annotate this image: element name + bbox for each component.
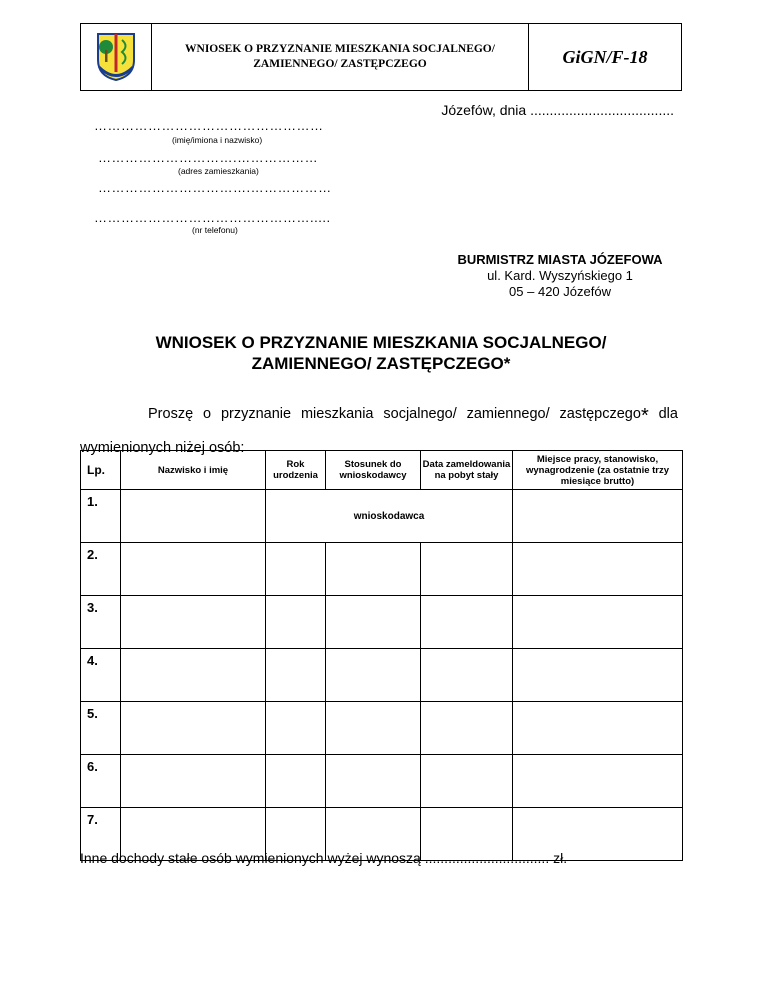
registration-date-cell[interactable] <box>421 702 513 755</box>
addressee-city: 05 – 420 Józefów <box>509 284 611 299</box>
row-number: 2. <box>81 543 121 596</box>
header-relation: Stosunek do wnioskodawcy <box>326 451 421 490</box>
row-number: 3. <box>81 596 121 649</box>
birth-year-cell[interactable] <box>266 755 326 808</box>
intro-word: mieszkania <box>300 406 374 422</box>
relation-cell[interactable] <box>326 543 421 596</box>
table-row <box>81 702 683 755</box>
table-header-row <box>81 451 683 490</box>
relation-cell[interactable] <box>326 702 421 755</box>
table-row <box>81 596 683 649</box>
birth-year-cell[interactable] <box>266 596 326 649</box>
addressee-title: BURMISTRZ MIASTA JÓZEFOWA <box>457 252 663 267</box>
row-number: 4. <box>81 649 121 702</box>
phone-field[interactable]: …………………………………………..... <box>94 210 331 225</box>
form-header <box>80 23 682 91</box>
document-title-line1: WNIOSEK O PRZYZNANIE MIESZKANIA SOCJALNEGO/ <box>155 333 607 352</box>
city-coat-of-arms-icon <box>96 32 136 82</box>
document-title-line2: ZAMIENNEGO/ ZASTĘPCZEGO* <box>251 354 511 373</box>
header-title-line1: WNIOSEK O PRZYZNANIE MIESZKANIA SOCJALNEGO/ <box>185 43 495 55</box>
birth-year-cell[interactable] <box>266 702 326 755</box>
row-number: 7. <box>81 808 121 861</box>
intro-word: o <box>203 406 212 422</box>
row-number: 5. <box>81 702 121 755</box>
work-cell[interactable] <box>513 543 683 596</box>
place-date-field[interactable]: Józefów, dnia ..................................... <box>441 102 674 118</box>
address-field[interactable]: ………………………….……………… <box>98 150 319 165</box>
birth-year-cell[interactable] <box>266 649 326 702</box>
persons-table <box>80 450 683 861</box>
intro-line2: wymienionych niżej osób: <box>80 440 245 456</box>
address-field-2[interactable]: …………………………….……………… <box>98 180 332 195</box>
logo-cell <box>81 24 152 90</box>
intro-word: przyznanie <box>220 406 292 422</box>
header-registration-date: Data zameldowania na pobyt stały <box>421 451 513 490</box>
relation-cell[interactable] <box>326 596 421 649</box>
other-income-field[interactable]: Inne dochody stałe osób wymienionych wyżej wynoszą ................................ zł. <box>80 850 568 866</box>
work-cell[interactable] <box>513 490 683 543</box>
name-cell[interactable] <box>121 543 266 596</box>
header-lp: Lp. <box>81 451 121 490</box>
registration-date-cell[interactable] <box>421 596 513 649</box>
asterisk-mark: * <box>640 405 649 427</box>
work-cell[interactable] <box>513 755 683 808</box>
registration-date-cell[interactable] <box>421 755 513 808</box>
header-work-info: Miejsce pracy, stanowisko, wynagrodzenie (za ostatnie trzy miesiące brutto) <box>513 451 683 490</box>
name-caption: (imię/imiona i nazwisko) <box>172 135 263 145</box>
addressee-street: ul. Kard. Wyszyńskiego 1 <box>487 268 633 283</box>
header-title-line2: ZAMIENNEGO/ ZASTĘPCZEGO <box>253 58 427 70</box>
birth-year-cell[interactable] <box>266 543 326 596</box>
intro-word: zamiennego/ <box>466 406 550 422</box>
row-number: 6. <box>81 755 121 808</box>
intro-word: zastępczego <box>559 406 641 422</box>
work-cell[interactable] <box>513 702 683 755</box>
table-row <box>81 543 683 596</box>
address-caption: (adres zamieszkania) <box>178 166 259 176</box>
table-row <box>81 490 683 543</box>
row-number: 1. <box>81 490 121 543</box>
name-cell[interactable] <box>121 649 266 702</box>
name-cell[interactable] <box>121 755 266 808</box>
name-cell[interactable] <box>121 702 266 755</box>
intro-word: socjalnego/ <box>383 406 457 422</box>
intro-word: Proszę <box>148 406 194 422</box>
registration-date-cell[interactable] <box>421 543 513 596</box>
name-cell[interactable] <box>121 490 266 543</box>
name-field[interactable]: …………………………………………… <box>94 118 324 133</box>
relation-cell[interactable] <box>326 755 421 808</box>
phone-caption: (nr telefonu) <box>192 225 238 235</box>
form-code: GiGN/F-18 <box>562 46 648 67</box>
work-cell[interactable] <box>513 649 683 702</box>
intro-word-with-asterisk <box>560 398 649 432</box>
header-birth-year: Rok urodzenia <box>266 451 326 490</box>
registration-date-cell[interactable] <box>421 649 513 702</box>
intro-word: dla <box>658 406 678 422</box>
document-title <box>80 332 682 374</box>
work-cell[interactable] <box>513 596 683 649</box>
table-row <box>81 649 683 702</box>
table-row <box>81 755 683 808</box>
name-cell[interactable] <box>121 596 266 649</box>
addressee-block <box>400 252 720 300</box>
intro-line1 <box>80 398 678 432</box>
form-title-cell <box>152 24 529 90</box>
relation-cell[interactable] <box>326 649 421 702</box>
applicant-relation-cell: wnioskodawca <box>266 490 513 543</box>
header-name: Nazwisko i imię <box>121 451 266 490</box>
